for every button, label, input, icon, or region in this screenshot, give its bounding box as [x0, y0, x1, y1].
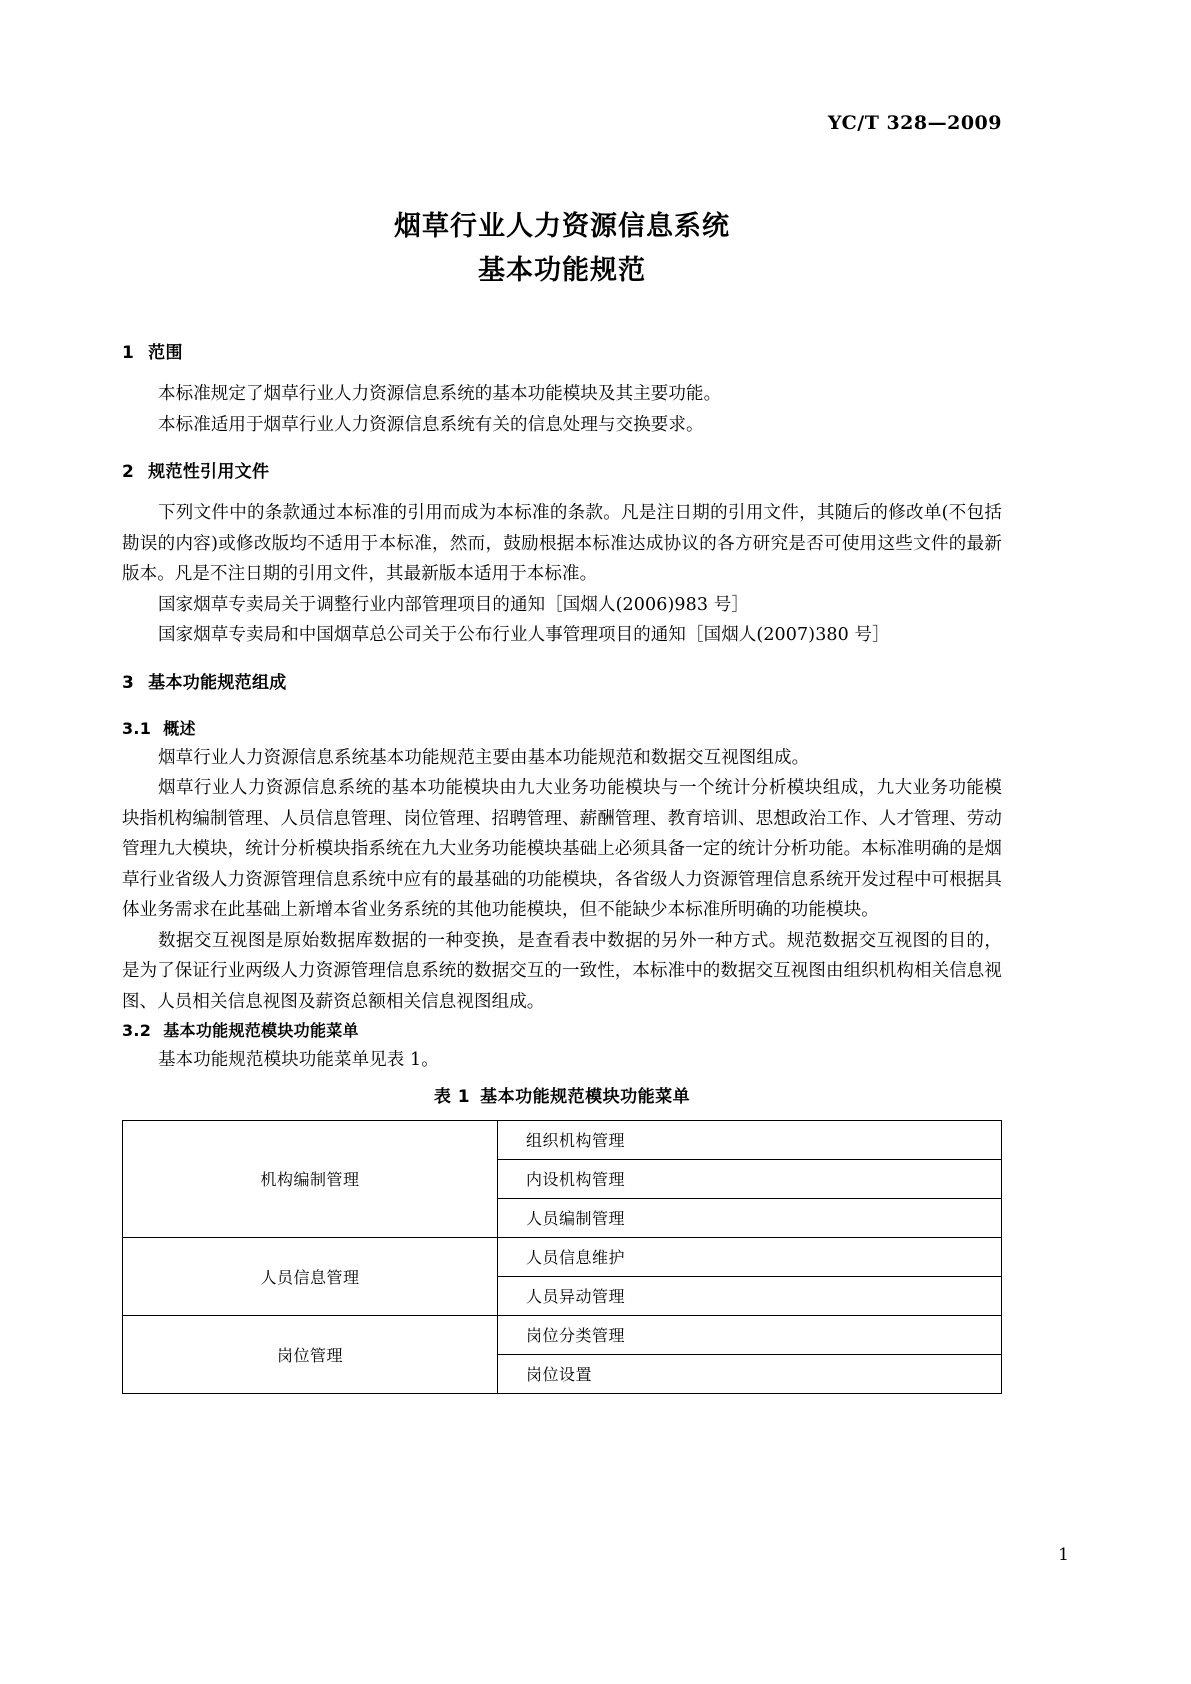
running-head-standard-code: YC/T 328—2009	[827, 112, 1002, 134]
subsection-number-3-2: 3.2	[122, 1021, 152, 1040]
table-caption	[122, 1082, 1002, 1112]
paragraph-3-2-1: 基本功能规范模块功能菜单见表 1。	[158, 1050, 439, 1070]
table-cell-item: 人员异动管理	[498, 1276, 1002, 1315]
table-cell-group: 人员信息管理	[123, 1237, 498, 1315]
table-cell-group: 岗位管理	[123, 1315, 498, 1393]
section-title-3: 基本功能规范组成	[148, 672, 287, 693]
table-row	[123, 1120, 1002, 1159]
table-row	[123, 1237, 1002, 1276]
paragraph-2-1: 下列文件中的条款通过本标准的引用而成为本标准的条款。凡是注日期的引用文件，其随后的修改单(不包括勘误的内容)或修改版均不适用于本标准，然而，鼓励根据本标准达成协议的各方研究是否可使用这些文件的最新版本。凡是不注日期的引用文件，其最新版本适用于本标准。	[122, 503, 1002, 584]
section-heading-3	[122, 668, 1002, 698]
table-row	[123, 1315, 1002, 1354]
table-cell-item: 岗位分类管理	[498, 1315, 1002, 1354]
section-number-3: 3	[122, 672, 135, 693]
subsection-title-3-2: 基本功能规范模块功能菜单	[163, 1021, 359, 1040]
title-line-1: 烟草行业人力资源信息系统	[394, 211, 730, 242]
paragraph-1-2: 本标准适用于烟草行业人力资源信息系统有关的信息处理与交换要求。	[158, 414, 704, 435]
reference-document-2: 国家烟草专卖局和中国烟草总公司关于公布行业人事管理项目的通知［国烟人(2007)380 号］	[158, 625, 890, 645]
paragraph-3-1-1: 烟草行业人力资源信息系统基本功能规范主要由基本功能规范和数据交互视图组成。	[158, 747, 810, 768]
subsection-heading-3-2	[122, 1017, 1002, 1045]
table-cell-item: 岗位设置	[498, 1354, 1002, 1393]
table-cell-item: 人员信息维护	[498, 1237, 1002, 1276]
section-number-2: 2	[122, 462, 135, 482]
document-body	[122, 338, 1002, 1394]
table-caption-text: 基本功能规范模块功能菜单	[480, 1086, 691, 1107]
section-title-1: 范围	[148, 343, 183, 363]
table-cell-item: 组织机构管理	[498, 1120, 1002, 1159]
subsection-title-3-1: 概述	[163, 718, 196, 738]
page-number: 1	[1058, 1545, 1069, 1565]
table-cell-item: 内设机构管理	[498, 1159, 1002, 1198]
table-cell-item: 人员编制管理	[498, 1198, 1002, 1237]
section-title-2: 规范性引用文件	[148, 462, 270, 482]
section-heading-1	[122, 338, 1002, 368]
reference-document-1: 国家烟草专卖局关于调整行业内部管理项目的通知［国烟人(2006)983 号］	[158, 594, 749, 615]
table-cell-group: 机构编制管理	[123, 1120, 498, 1237]
function-menu-table	[122, 1120, 1002, 1394]
paragraph-3-1-2: 烟草行业人力资源信息系统的基本功能模块由九大业务功能模块与一个统计分析模块组成，九大业务功能模块指机构编制管理、人员信息管理、岗位管理、招聘管理、薪酬管理、教育培训、思想政治工作、人才管理、劳动管理九大模块，统计分析模块指系统在九大业务功能模块基础上必须具备一定的统计分析功能。本标准明确的是烟草行业省级人力资源管理信息系统中应有的最基础的功能模块，各省级人力资源管理信息系统开发过程中可根据具体业务需求在此基础上新增本省业务系统的其他功能模块，但不能缺少本标准所明确的功能模块。	[122, 778, 1002, 920]
paragraph-3-1-3: 数据交互视图是原始数据库数据的一种变换，是查看表中数据的另外一种方式。规范数据交互视图的目的，是为了保证行业两级人力资源管理信息系统的数据交互的一致性，本标准中的数据交互视图由组织机构相关信息视图、人员相关信息视图及薪资总额相关信息视图组成。	[122, 930, 1002, 1012]
page-title	[122, 205, 1002, 293]
paragraph-1-1: 本标准规定了烟草行业人力资源信息系统的基本功能模块及其主要功能。	[158, 384, 722, 404]
title-line-2: 基本功能规范	[478, 255, 646, 286]
section-heading-2	[122, 457, 1002, 487]
subsection-number-3-1: 3.1	[122, 718, 152, 738]
subsection-heading-3-1	[122, 715, 1002, 743]
section-number-1: 1	[122, 343, 135, 363]
table-caption-label: 表 1	[433, 1086, 471, 1107]
